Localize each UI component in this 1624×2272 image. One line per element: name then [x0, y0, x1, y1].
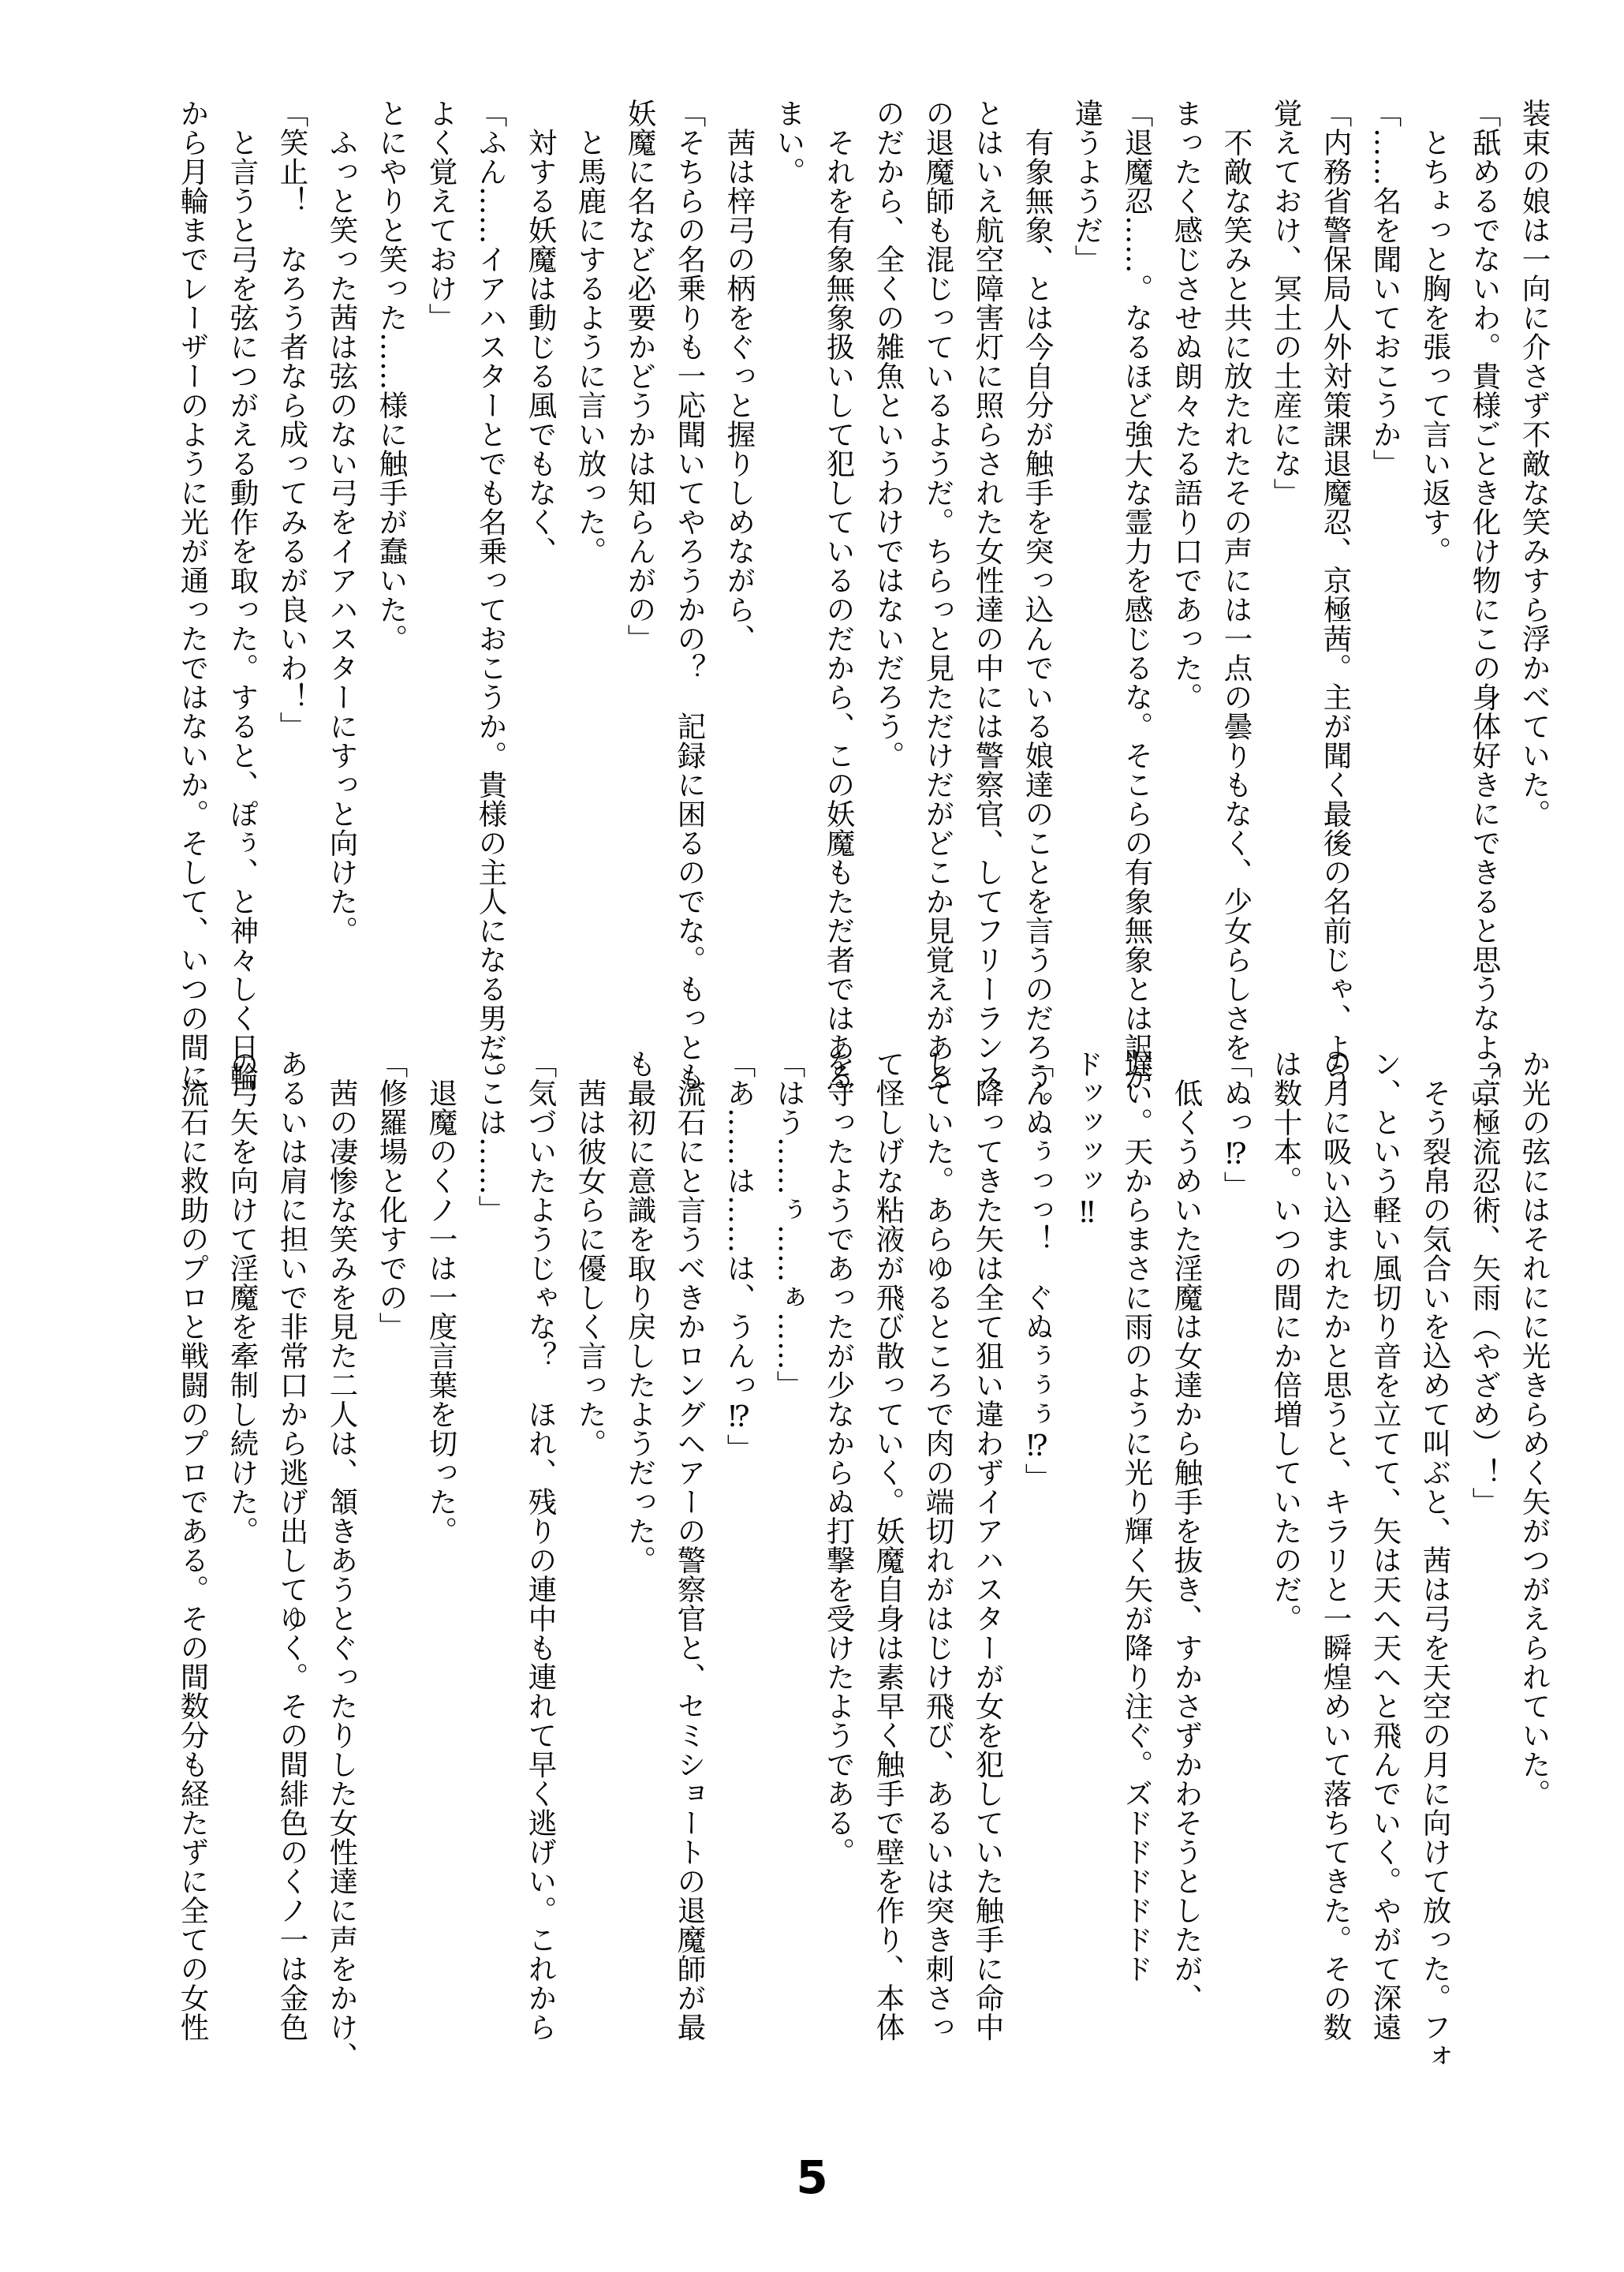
text-line: 茜の凄惨な笑みを見た二人は、頷きあうとぐったりした女性達に声をかけ、 — [325, 1049, 359, 2071]
text-line: 「京極流忍術、矢雨（やざめ）！」 — [1468, 1049, 1502, 1516]
text-line: 「……名を聞いておこうか」 — [1368, 99, 1402, 478]
text-column-upper — [77, 99, 1559, 1120]
text-line: 不敵な笑みと共に放たれたその声には一点の曇りもなく、少女らしさを — [1219, 99, 1253, 1062]
text-line: 装束の娘は一向に介さず不敵な笑みすら浮かべていた。 — [1518, 99, 1551, 828]
text-line: 「そちらの名乗りも一応聞いてやろうかの？ 記録に困るのでな。もっとも — [673, 99, 707, 1091]
text-line: のだから、全くの雑魚というわけではないだろう。 — [872, 99, 905, 770]
text-line: まい。 — [772, 99, 806, 186]
text-line: 「修羅場と化すでの」 — [375, 1049, 409, 1341]
text-line: よく覚えておけ」 — [424, 99, 458, 332]
text-line: 低くうめいた淫魔は女達から触手を抜き、すかさずかわそうとしたが、 — [1170, 1049, 1204, 2012]
text-line: 茜は彼女らに優しく言った。 — [573, 1049, 607, 1458]
text-line: の月に吸い込まれたかと思うと、キラリと一瞬煌めいて落ちてきた。その数 — [1319, 1049, 1353, 2042]
text-line: と馬鹿にするように言い放った。 — [573, 99, 607, 566]
text-line: 「ふん……イアハスターとでも名乗っておこうか。貴様の主人になる男だ。 — [474, 99, 508, 1091]
text-line: 「内務省警保局人外対策課退魔忍、京極茜。主が聞く最後の名前じゃ、よう — [1319, 99, 1353, 1091]
text-line: 対する妖魔は動じる風でもなく、 — [524, 99, 558, 566]
text-line: 流石に救助のプロと戦闘のプロである。その間数分も経たずに全ての女性 — [176, 1049, 210, 2042]
text-line: とはいえ航空障害灯に照らされた女性達の中には警察官、してフリーランス — [971, 99, 1005, 1091]
text-line: を守ったようであったが少なからぬ打撃を受けたようである。 — [822, 1049, 856, 1867]
text-line: ここは……」 — [474, 1049, 508, 1224]
text-line: 有象無象、とは今自分が触手を突っ込んでいる娘達のことを言うのだろう。 — [1021, 99, 1055, 1120]
text-line: は数十本。いつの間にか倍増していたのだ。 — [1269, 1049, 1303, 1633]
text-line: していた。あらゆるところで肉の端切れがはじけ飛び、あるいは突き刺さっ — [921, 1049, 955, 2042]
text-line: そう裂帛の気合いを込めて叫ぶと、茜は弓を天空の月に向けて放った。フォ — [1418, 1049, 1452, 2071]
text-line: 「はう……ぅ……ぁ……」 — [772, 1049, 806, 1399]
text-line: 茜は梓弓の柄をぐっと握りしめながら、 — [722, 99, 756, 653]
text-line: の退魔師も混じっているようだ。ちらっと見ただけだがどこか見覚えがある — [921, 99, 955, 1091]
text-line: とにやりと笑った……様に触手が蠢いた。 — [375, 99, 409, 653]
text-line: の弓矢を向けて淫魔を牽制し続けた。 — [226, 1049, 259, 1545]
text-line: 遅い。天からまさに雨のように光り輝く矢が降り注ぐ。ズドドドドドド — [1120, 1049, 1154, 1983]
text-line: とちょっと胸を張って言い返す。 — [1418, 99, 1452, 566]
text-line: 「気づいたようじゃな？ ほれ、残りの連中も連れて早く逃げい。これから — [524, 1049, 558, 2042]
text-line: 違うようだ」 — [1070, 99, 1104, 274]
text-line: て怪しげな粘液が飛び散っていく。妖魔自身は素早く触手で壁を作り、本体 — [872, 1049, 905, 2042]
text-line: 退魔のくノ一は一度言葉を切った。 — [424, 1049, 458, 1545]
text-line: 「んぬぅっっ！ ぐぬぅぅぅ⁉」 — [1021, 1049, 1055, 1493]
text-line: か光の弦にはそれにに光きらめく矢がつがえられていた。 — [1518, 1049, 1551, 1808]
text-line: 「退魔忍……。なるほど強大な霊力を感じるな。そこらの有象無象とは訳が — [1120, 99, 1154, 1091]
text-line: それを有象無象扱いして犯しているのだから、この妖魔もただ者ではある — [822, 99, 856, 1091]
text-line: と言うと弓を弦につがえる動作を取った。すると、ぽぅ、と神々しく日輪 — [226, 99, 259, 1091]
text-column-lower — [77, 1049, 1559, 2154]
text-line: ドッッッッ‼ — [1070, 1049, 1104, 1230]
text-line: から月輪までレーザーのように光が通ったではないか。そして、いつの間に — [176, 99, 210, 1091]
text-line: 「ぬっ⁉」 — [1219, 1049, 1253, 1201]
text-line: 「笑止！ なろう者なら成ってみるが良いわ！」 — [275, 99, 309, 741]
text-line: あるいは肩に担いで非常口から逃げ出してゆく。その間緋色のくノ一は金色 — [275, 1049, 309, 2042]
text-line: ン、という軽い風切り音を立てて、矢は天へ天へと飛んでいく。やがて深遠 — [1368, 1049, 1402, 2042]
text-line: 降ってきた矢は全て狙い違わずイアハスターが女を犯していた触手に命中 — [971, 1049, 1005, 2042]
text-line: 妖魔に名など必要かどうかは知らんがの」 — [623, 99, 657, 653]
text-line: まったく感じさせぬ朗々たる語り口であった。 — [1170, 99, 1204, 712]
page-number: 5 — [796, 2151, 828, 2204]
text-line: も最初に意識を取り戻したようだった。 — [623, 1049, 657, 1575]
text-line: 流石にと言うべきかロングヘアーの警察官と、セミショートの退魔師が最 — [673, 1049, 707, 2042]
text-line: 覚えておけ、冥土の土産にな」 — [1269, 99, 1303, 507]
text-line: ふっと笑った茜は弦のない弓をイアハスターにすっと向けた。 — [325, 99, 359, 945]
text-line: 「あ……は……は、うんっ⁉」 — [722, 1049, 756, 1463]
text-line: 「舐めるでないわ。貴様ごとき化け物にこの身体好きにできると思うなよ？」 — [1468, 99, 1502, 1120]
